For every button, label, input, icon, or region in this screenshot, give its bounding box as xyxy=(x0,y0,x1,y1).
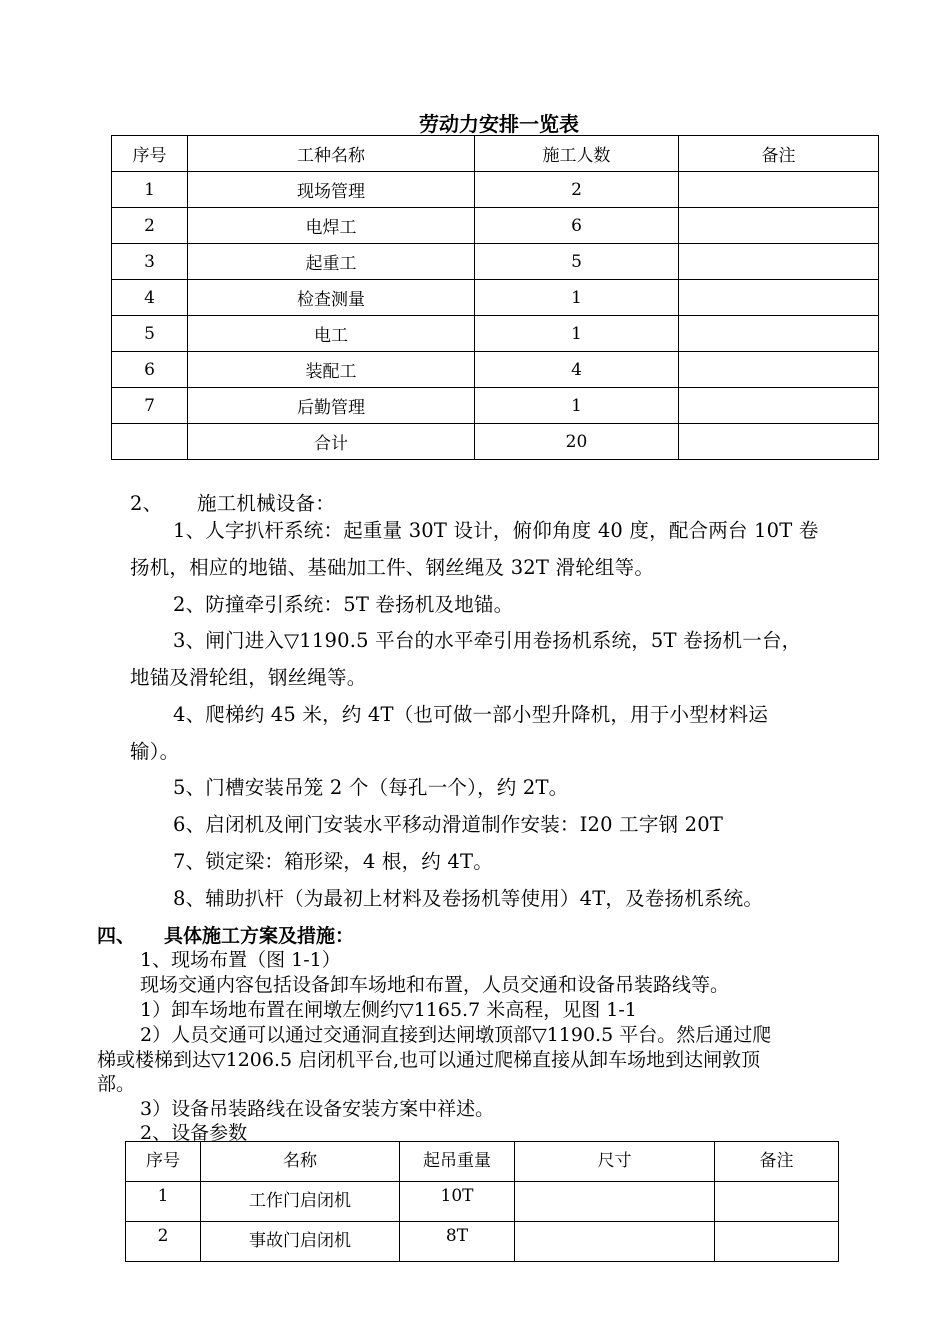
header-cell: 序号 xyxy=(112,136,188,172)
table-cell: 20 xyxy=(475,424,679,460)
table-cell: 工作门启闭机 xyxy=(201,1182,400,1222)
header-cell: 尺寸 xyxy=(515,1142,715,1182)
paragraph-line: 3）设备吊装路线在设备安装方案中祥述。 xyxy=(140,1098,495,1120)
table-cell xyxy=(679,208,879,244)
section-number: 四、 xyxy=(97,925,136,947)
table-cell: 10T xyxy=(400,1182,515,1222)
table-cell: 1 xyxy=(475,388,679,424)
table-cell: 1 xyxy=(126,1182,201,1222)
section-number: 2、 xyxy=(130,492,163,515)
table-cell: 装配工 xyxy=(188,352,475,388)
table-row xyxy=(112,208,879,244)
table-cell xyxy=(715,1182,839,1222)
table-cell xyxy=(679,172,879,208)
paragraph-line: 2、设备参数 xyxy=(140,1122,248,1144)
table-cell xyxy=(515,1222,715,1262)
table-row xyxy=(112,388,879,424)
table-cell: 电工 xyxy=(188,316,475,352)
section-heading: 施工机械设备： xyxy=(197,492,335,515)
table-cell xyxy=(112,424,188,460)
table-cell xyxy=(679,244,879,280)
table-cell xyxy=(679,316,879,352)
paragraph-line: 3、闸门进入▽1190.5 平台的水平牵引用卷扬机系统，5T 卷扬机一台， xyxy=(173,629,802,652)
table-cell: 6 xyxy=(475,208,679,244)
table-header-row xyxy=(126,1142,839,1182)
table-cell xyxy=(679,424,879,460)
paragraph-line: 5、门槽安装吊笼 2 个（每孔一个），约 2T。 xyxy=(173,776,569,799)
paragraph-line: 8、辅助扒杆（为最初上材料及卷扬机等使用）4T，及卷扬机系统。 xyxy=(173,887,764,910)
table-cell: 3 xyxy=(112,244,188,280)
table-cell: 电焊工 xyxy=(188,208,475,244)
table-row xyxy=(112,172,879,208)
section-heading: 具体施工方案及措施： xyxy=(164,925,355,947)
table-row xyxy=(126,1222,839,1262)
paragraph-line: 1、现场布置（图 1-1） xyxy=(140,949,341,971)
header-cell: 施工人数 xyxy=(475,136,679,172)
table-cell: 2 xyxy=(112,208,188,244)
paragraph-line: 1）卸车场地布置在闸墩左侧约▽1165.7 米高程，见图 1-1 xyxy=(140,999,637,1021)
table-cell: 合计 xyxy=(188,424,475,460)
paragraph-line: 部。 xyxy=(97,1073,136,1095)
table-cell: 8T xyxy=(400,1222,515,1262)
table-total-row xyxy=(112,424,879,460)
table-cell: 1 xyxy=(475,316,679,352)
table-cell: 5 xyxy=(112,316,188,352)
table-cell: 2 xyxy=(126,1222,201,1262)
labor-table xyxy=(111,135,879,460)
table-cell: 2 xyxy=(475,172,679,208)
table-cell xyxy=(715,1222,839,1262)
header-cell: 起吊重量 xyxy=(400,1142,515,1182)
table-row xyxy=(112,244,879,280)
table-row xyxy=(112,352,879,388)
paragraph-line: 梯或楼梯到达▽1206.5 启闭机平台,也可以通过爬梯直接从卸车场地到达闸敦顶 xyxy=(97,1049,761,1071)
table-row xyxy=(112,316,879,352)
table-cell: 检查测量 xyxy=(188,280,475,316)
paragraph-line: 地锚及滑轮组，钢丝绳等。 xyxy=(130,666,367,689)
header-cell: 名称 xyxy=(201,1142,400,1182)
paragraph-line: 扬机，相应的地锚、基础加工件、钢丝绳及 32T 滑轮组等。 xyxy=(130,556,655,579)
table-cell: 起重工 xyxy=(188,244,475,280)
table-cell xyxy=(679,280,879,316)
labor-table-title: 劳动力安排一览表 xyxy=(419,112,579,136)
table-cell: 7 xyxy=(112,388,188,424)
table-cell: 1 xyxy=(112,172,188,208)
table-cell: 后勤管理 xyxy=(188,388,475,424)
paragraph-line: 输）。 xyxy=(130,740,180,763)
table-cell: 4 xyxy=(112,280,188,316)
paragraph-line: 7、锁定梁：箱形梁，4 根，约 4T。 xyxy=(173,850,493,873)
table-cell: 5 xyxy=(475,244,679,280)
header-cell: 备注 xyxy=(679,136,879,172)
paragraph-line: 2、防撞牵引系统：5T 卷扬机及地锚。 xyxy=(173,593,514,616)
table-cell: 1 xyxy=(475,280,679,316)
table-row xyxy=(112,280,879,316)
table-cell: 现场管理 xyxy=(188,172,475,208)
equipment-table xyxy=(125,1141,839,1262)
table-cell: 4 xyxy=(475,352,679,388)
paragraph-line: 6、启闭机及闸门安装水平移动滑道制作安装：I20 工字钢 20T xyxy=(173,813,724,836)
table-cell xyxy=(515,1182,715,1222)
table-row xyxy=(126,1182,839,1222)
paragraph-line: 2）人员交通可以通过交通洞直接到达闸墩顶部▽1190.5 平台。然后通过爬 xyxy=(140,1024,772,1046)
paragraph-line: 4、爬梯约 45 米，约 4T（也可做一部小型升降机，用于小型材料运 xyxy=(173,703,769,726)
table-cell: 事故门启闭机 xyxy=(201,1222,400,1262)
table-cell xyxy=(679,388,879,424)
paragraph-line: 现场交通内容包括设备卸车场地和布置，人员交通和设备吊装路线等。 xyxy=(140,974,730,996)
table-header-row xyxy=(112,136,879,172)
header-cell: 备注 xyxy=(715,1142,839,1182)
table-cell: 6 xyxy=(112,352,188,388)
header-cell: 序号 xyxy=(126,1142,201,1182)
table-cell xyxy=(679,352,879,388)
header-cell: 工种名称 xyxy=(188,136,475,172)
paragraph-line: 1、人字扒杆系统：起重量 30T 设计，俯仰角度 40 度，配合两台 10T 卷 xyxy=(173,519,819,542)
